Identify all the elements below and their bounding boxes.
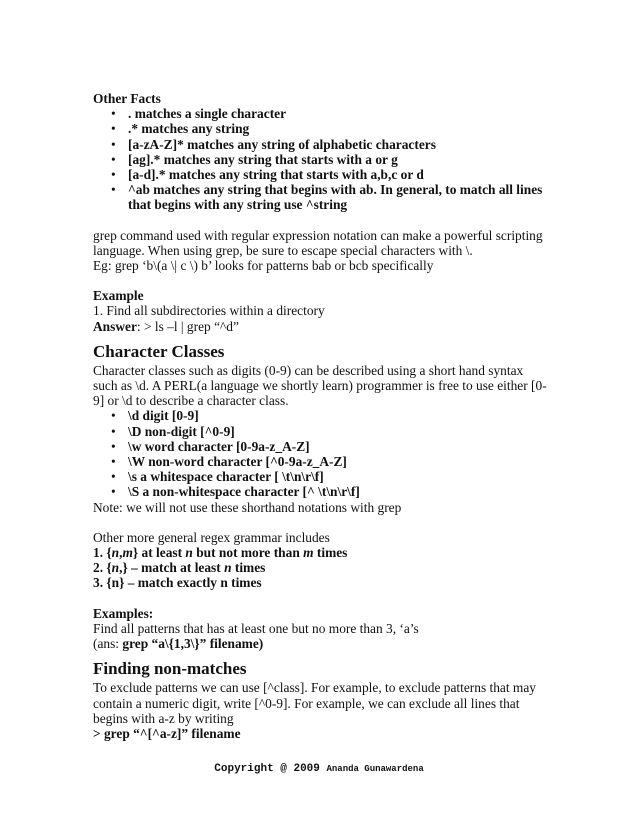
list-item: • ^ab matches any string that begins with ab. In general, to match all lines that begins with any string use ^string — [93, 182, 548, 212]
example-question: 1. Find all subdirectories within a directory — [93, 303, 325, 319]
example-answer — [93, 319, 548, 334]
character-classes-list — [93, 408, 548, 499]
list-item: • \W non-word character [^0-9a-z_A-Z] — [93, 454, 548, 469]
examples-text: Find all patterns that has at least one but no more than 3, ‘a’s — [93, 620, 419, 636]
answer-label: Answer — [93, 318, 137, 334]
copyright-text: Copyright @ 2009 — [214, 763, 320, 775]
list-item: • \S a non-whitespace character [^ \t\n\r\f] — [93, 484, 548, 499]
other-facts-heading: Other Facts — [93, 91, 161, 106]
character-classes-heading: Character Classes — [93, 341, 225, 361]
answer-text: : > ls –l | grep “^d” — [136, 318, 239, 334]
grep-example: Eg: grep ‘b\(a \| c \) b’ looks for patterns bab or bcb specifically — [93, 258, 434, 274]
grammar-line-3: 3. {n} – match exactly n times — [93, 575, 262, 591]
examples-heading: Examples: — [93, 605, 154, 621]
list-item: • [a-d].* matches any string that starts with a,b,c or d — [93, 167, 548, 182]
non-matches-command: > grep “^[^a-z]” filename — [93, 725, 241, 741]
footer-copyright — [0, 762, 638, 777]
non-matches-text: To exclude patterns we can use [^class]. For example, to exclude patterns that may contain a numeric digit, write [^0-9]. For example, we can exclude all lines that begins with a-z by writing — [93, 680, 536, 726]
list-item: • .* matches any string — [93, 121, 548, 136]
list-item: • \D non-digit [^0-9] — [93, 424, 548, 439]
non-matches-heading: Finding non-matches — [93, 659, 247, 679]
character-classes-intro: Character classes such as digits (0-9) can be described using a short hand syntax such as \d. A PERL(a language we shortly learn) programmer is free to use either [0-9] or \d to describe a character class. — [93, 362, 547, 409]
grammar-intro: Other more general regex grammar includes — [93, 529, 330, 545]
other-facts-list — [93, 106, 548, 212]
list-item: • \w word character [0-9a-z_A-Z] — [93, 439, 548, 454]
author-name: Ananda Gunawardena — [326, 764, 424, 774]
list-item: • [ag].* matches any string that starts with a or g — [93, 152, 548, 167]
grammar-line-2: 2. {n,} – match at least n times — [93, 560, 266, 576]
character-classes-note: Note: we will not use these shorthand notations with grep — [93, 499, 402, 515]
list-item: • . matches a single character — [93, 106, 548, 121]
example-heading: Example — [93, 288, 144, 304]
grammar-line-1: 1. {n,m} at least n but not more than m times — [93, 545, 348, 561]
list-item: • \d digit [0-9] — [93, 408, 548, 423]
list-item: • \s a whitespace character [ \t\n\r\f] — [93, 469, 548, 484]
examples-answer: (ans: grep “a\{1,3\}” filename) — [93, 636, 264, 652]
list-item: • [a-zA-Z]* matches any string of alphabetic characters — [93, 137, 548, 152]
grep-paragraph: grep command used with regular expression notation can make a powerful scripting language. When using grep, be sure to escape special characters with \. — [93, 227, 543, 258]
